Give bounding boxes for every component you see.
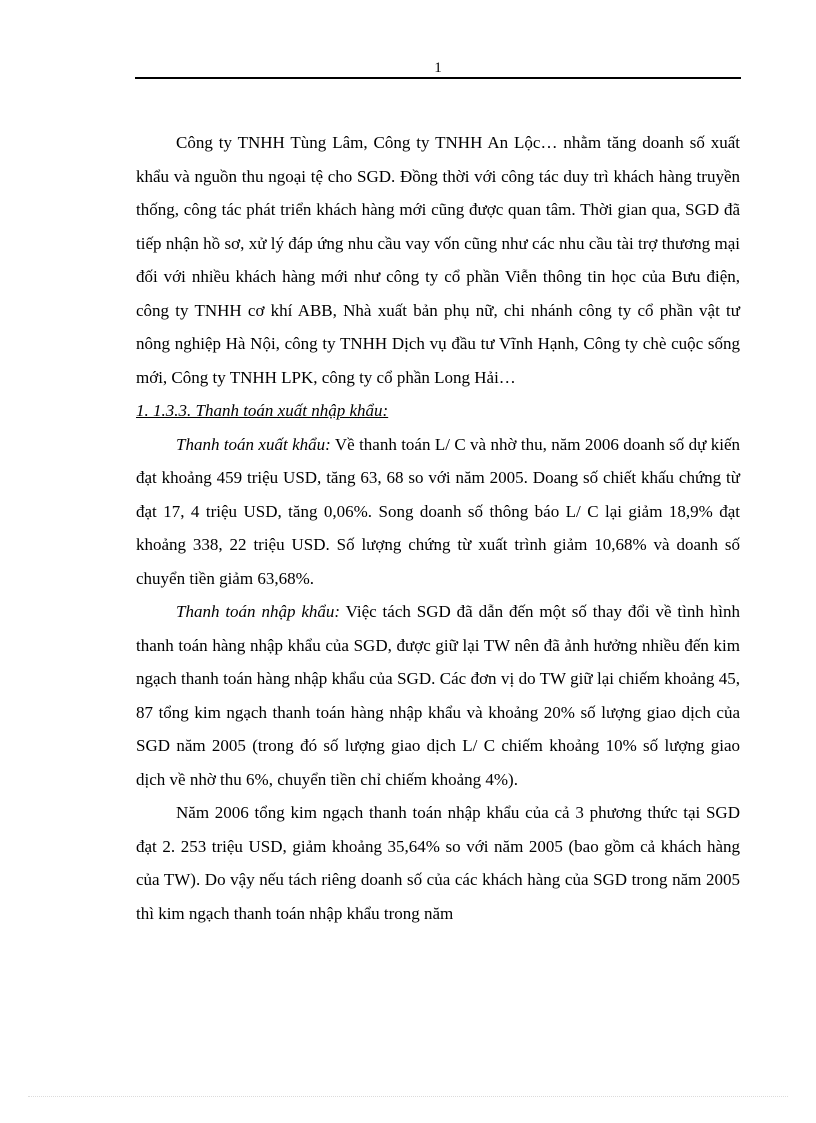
paragraph-import-turnover: Năm 2006 tổng kim ngạch thanh toán nhập khẩu của cả 3 phương thức tại SGD đạt 2. 253 triệu USD, giảm khoảng 35,64% so với năm 2005 (bao gồm cả khách hàng của TW). Do vậy nếu tách riêng doanh số của các khách hàng của SGD trong năm 2005 thì kim ngạch thanh toán nhập khẩu trong năm — [136, 803, 740, 923]
section-heading: 1. 1.3.3. Thanh toán xuất nhập khẩu: — [136, 401, 389, 420]
header-rule — [135, 77, 741, 79]
paragraph-export-payment — [136, 428, 740, 596]
export-payment-text: Về thanh toán L/ C và nhờ thu, năm 2006 doanh số dự kiến đạt khoảng 459 triệu USD, tăng 63, 68 so với năm 2005. Doang số chiết khấu chứng từ đạt 17, 4 triệu USD, tăng 0,06%. Song doanh số thông báo L/ C lại giảm 18,9% đạt khoảng 338, 22 triệu USD. Số lượng chứng từ xuất trình giảm 10,68% và doanh số chuyển tiền giảm 63,68%. — [136, 434, 741, 588]
import-payment-text: Việc tách SGD đã dẫn đến một số thay đổi về tình hình thanh toán hàng nhập khẩu của SGD, được giữ lại TW nên đã ảnh hưởng nhiều đến kim ngạch thanh toán hàng nhập khẩu của SGD. Các đơn vị do TW giữ lại chiếm khoảng 45, 87 tổng kim ngạch thanh toán hàng nhập khẩu và khoảng 20% số lượng giao dịch của SGD năm 2005 (trong đó số lượng giao dịch L/ C chiếm khoảng 10% số lượng giao dịch về nhờ thu 6%, chuyển tiền chỉ chiếm khoảng 4%). — [136, 602, 740, 789]
paragraph-import-payment — [136, 595, 740, 796]
paragraph-new-customers: Công ty TNHH Tùng Lâm, Công ty TNHH An Lộc… nhằm tăng doanh số xuất khẩu và nguồn thu ngoại tệ cho SGD. Đồng thời với công tác duy trì khách hàng truyền thống, công tác phát triển khách hàng mới cũng được quan tâm. Thời gian qua, SGD đã tiếp nhận hồ sơ, xử lý đáp ứng nhu cầu vay vốn cũng như các nhu cầu tài trợ thương mại đối với nhiều khách hàng mới như công ty cổ phần Viễn thông tin học của Bưu điện, công ty TNHH cơ khí ABB, Nhà xuất bản phụ nữ, chi nhánh công ty cổ phần vật tư nông nghiệp Hà Nội, công ty TNHH Dịch vụ đầu tư Vĩnh Hạnh, Công ty chè cuộc sống mới, Công ty TNHH LPK, công ty cổ phần Long Hải… — [136, 133, 740, 387]
import-payment-lead: Thanh toán nhập khẩu: — [176, 602, 341, 621]
footer-dotted-line — [28, 1096, 788, 1097]
page-number: 1 — [434, 60, 442, 76]
document-body — [136, 126, 740, 930]
export-payment-lead: Thanh toán xuất khẩu: — [176, 434, 331, 454]
